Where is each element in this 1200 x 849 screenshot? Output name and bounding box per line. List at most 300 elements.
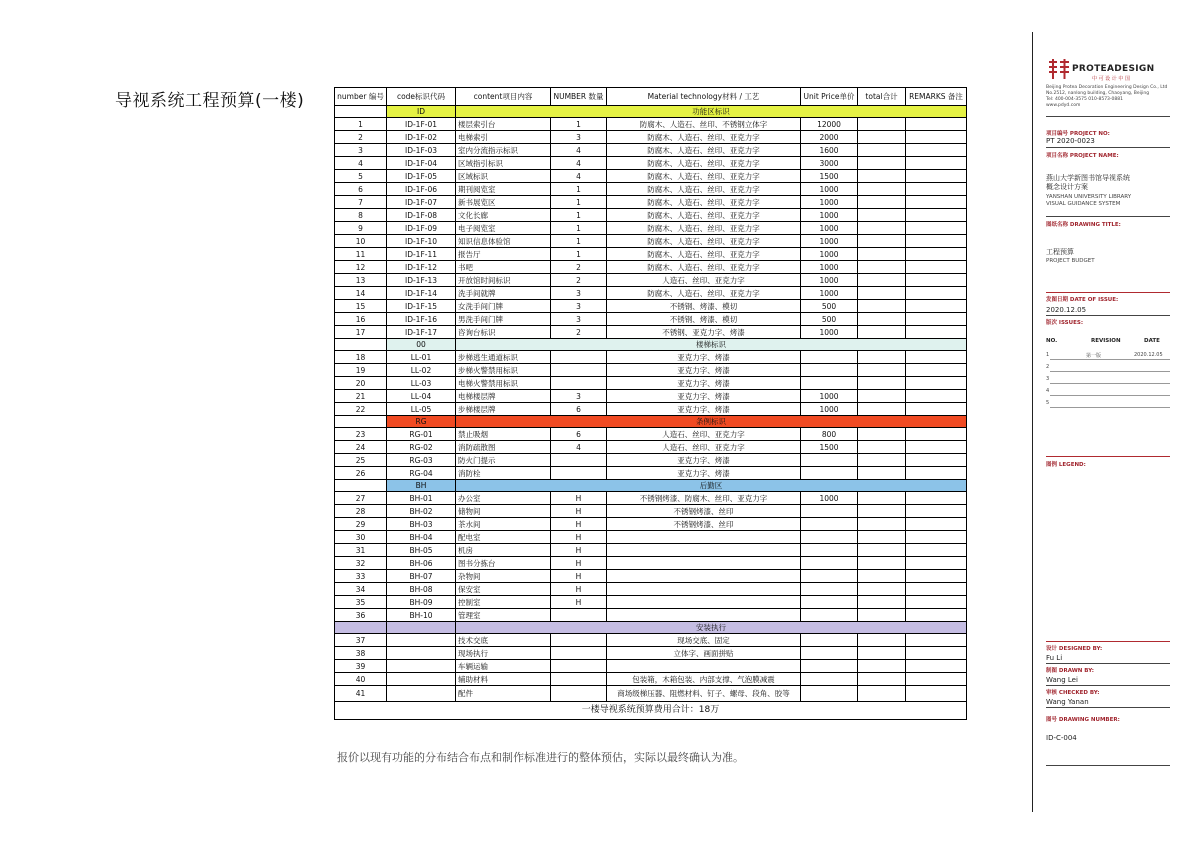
issues-col-date: DATE xyxy=(1144,338,1160,344)
header-content: content项目内容 xyxy=(456,88,551,106)
cell-material xyxy=(607,596,801,609)
cell-unit-price xyxy=(801,596,858,609)
cell-total xyxy=(858,326,906,339)
cell-quantity xyxy=(551,673,607,686)
cell-total xyxy=(858,557,906,570)
cell-code xyxy=(387,634,456,647)
cell-material: 亚克力字、烤漆 xyxy=(607,390,801,403)
project-no: PT 2020-0023 xyxy=(1046,137,1095,145)
cell-quantity: 6 xyxy=(551,403,607,416)
cell-content: 现场执行 xyxy=(456,647,551,660)
cell-code: ID-1F-12 xyxy=(387,261,456,274)
cell-unit-price xyxy=(801,673,858,686)
cell-quantity: H xyxy=(551,557,607,570)
project-name-cn1: 燕山大学新图书馆导视系统 xyxy=(1046,174,1130,182)
table-row xyxy=(335,144,967,157)
budget-table xyxy=(334,87,967,720)
cell-material: 不锈钢烤漆、丝印 xyxy=(607,518,801,531)
cell-total xyxy=(858,313,906,326)
cell-remarks xyxy=(906,222,967,235)
cell-unit-price: 1000 xyxy=(801,235,858,248)
cell-content: 男洗手间门牌 xyxy=(456,313,551,326)
cell-remarks xyxy=(906,518,967,531)
cell-quantity xyxy=(551,609,607,622)
cell-remarks xyxy=(906,441,967,454)
cell-quantity: 6 xyxy=(551,428,607,441)
cell-material: 人造石、丝印、亚克力字 xyxy=(607,428,801,441)
cell-unit-price xyxy=(801,544,858,557)
cell-unit-price: 1500 xyxy=(801,170,858,183)
table-row xyxy=(335,287,967,300)
cell-material: 防腐木、人造石、丝印、亚克力字 xyxy=(607,131,801,144)
cell-quantity xyxy=(551,364,607,377)
cell-remarks xyxy=(906,634,967,647)
cell-unit-price: 1000 xyxy=(801,274,858,287)
cell-content: 辅助材料 xyxy=(456,673,551,686)
cell-code: LL-05 xyxy=(387,403,456,416)
table-row xyxy=(335,403,967,416)
cell-total xyxy=(858,647,906,660)
cell-quantity: 1 xyxy=(551,183,607,196)
cell-number: 2 xyxy=(335,131,387,144)
cell-code: ID-1F-04 xyxy=(387,157,456,170)
cell-unit-price: 1000 xyxy=(801,209,858,222)
cell-unit-price: 2000 xyxy=(801,131,858,144)
cell-unit-price: 1000 xyxy=(801,183,858,196)
cell-unit-price xyxy=(801,557,858,570)
section-code: RG xyxy=(387,416,456,428)
cell-total xyxy=(858,144,906,157)
cell-unit-price: 800 xyxy=(801,428,858,441)
cell-material: 包装箱，木箱包装、内部支撑、气泡膜减震 xyxy=(607,673,801,686)
cell-code xyxy=(387,647,456,660)
cell-unit-price xyxy=(801,570,858,583)
cell-content: 区域标识 xyxy=(456,170,551,183)
cell-code xyxy=(387,686,456,702)
cell-quantity: 1 xyxy=(551,235,607,248)
project-name-en2: VISUAL GUIDANCE SYSTEM xyxy=(1046,201,1121,207)
cell-code: LL-01 xyxy=(387,351,456,364)
issue-date: 2020.12.05 xyxy=(1134,352,1163,358)
table-row xyxy=(335,647,967,660)
cell-unit-price: 1000 xyxy=(801,261,858,274)
table-row xyxy=(335,686,967,702)
cell-material xyxy=(607,660,801,673)
cell-unit-price xyxy=(801,583,858,596)
protea-logo-icon xyxy=(1049,59,1069,79)
cell-number: 41 xyxy=(335,686,387,702)
cell-content: 电梯楼层牌 xyxy=(456,390,551,403)
table-row xyxy=(335,609,967,622)
drawing-no: ID-C-004 xyxy=(1046,734,1077,742)
cell-number: 25 xyxy=(335,454,387,467)
cell-total xyxy=(858,157,906,170)
cell-unit-price xyxy=(801,454,858,467)
checked-by-label: 审核 CHECKED BY: xyxy=(1046,690,1100,696)
cell-number: 9 xyxy=(335,222,387,235)
cell-material: 防腐木、人造石、丝印、亚克力字 xyxy=(607,261,801,274)
cell-unit-price xyxy=(801,364,858,377)
cell-code: ID-1F-11 xyxy=(387,248,456,261)
company-name: Beijing Protea Decoration Engineering Design Co., Ltd xyxy=(1046,85,1168,90)
table-row xyxy=(335,170,967,183)
cell-number: 5 xyxy=(335,170,387,183)
legend-label: 图例 LEGEND: xyxy=(1046,462,1086,468)
cell-unit-price xyxy=(801,518,858,531)
table-row xyxy=(335,518,967,531)
cell-code: BH-07 xyxy=(387,570,456,583)
cell-remarks xyxy=(906,570,967,583)
project-name-en1: YANSHAN UNIVERSITY LIBRARY xyxy=(1046,194,1132,200)
cell-number: 18 xyxy=(335,351,387,364)
cell-quantity: 2 xyxy=(551,274,607,287)
table-row xyxy=(335,222,967,235)
issue-date: 2020.12.05 xyxy=(1046,306,1087,314)
cell-number: 17 xyxy=(335,326,387,339)
cell-content: 知识信息体验馆 xyxy=(456,235,551,248)
cell-code: BH-08 xyxy=(387,583,456,596)
cell-remarks xyxy=(906,326,967,339)
table-row xyxy=(335,377,967,390)
cell-code: ID-1F-13 xyxy=(387,274,456,287)
cell-total xyxy=(858,222,906,235)
cell-content: 技术交底 xyxy=(456,634,551,647)
cell-number: 15 xyxy=(335,300,387,313)
cell-remarks xyxy=(906,144,967,157)
issue-no: 4 xyxy=(1046,388,1050,394)
cell-quantity: 1 xyxy=(551,118,607,131)
cell-material: 防腐木、人造石、丝印、不锈钢立体字 xyxy=(607,118,801,131)
cell-code: ID-1F-17 xyxy=(387,326,456,339)
cell-remarks xyxy=(906,274,967,287)
cell-content: 步梯楼层牌 xyxy=(456,403,551,416)
cell-total xyxy=(858,209,906,222)
cell-number: 27 xyxy=(335,492,387,505)
cell-number: 21 xyxy=(335,390,387,403)
cell-code: BH-10 xyxy=(387,609,456,622)
header-code: code标识代码 xyxy=(387,88,456,106)
cell-material: 防腐木、人造石、丝印、亚克力字 xyxy=(607,222,801,235)
cell-quantity xyxy=(551,377,607,390)
cell-content: 步梯逃生通道标识 xyxy=(456,351,551,364)
header-total: total合计 xyxy=(858,88,906,106)
cell-code: BH-02 xyxy=(387,505,456,518)
cell-total xyxy=(858,300,906,313)
cell-material: 不锈钢烤漆、丝印 xyxy=(607,505,801,518)
total-row xyxy=(335,702,967,720)
cell-quantity: H xyxy=(551,583,607,596)
cell-code: BH-03 xyxy=(387,518,456,531)
cell-number: 32 xyxy=(335,557,387,570)
cell-number: 7 xyxy=(335,196,387,209)
cell-code: ID-1F-03 xyxy=(387,144,456,157)
section-color-cell xyxy=(335,339,387,351)
cell-remarks xyxy=(906,428,967,441)
drawn-by-label: 制图 DRAWN BY: xyxy=(1046,668,1094,674)
cell-material: 亚克力字、烤漆 xyxy=(607,351,801,364)
cell-total xyxy=(858,570,906,583)
cell-total xyxy=(858,351,906,364)
footnote: 报价以现有功能的分布结合布点和制作标准进行的整体预估，实际以最终确认为准。 xyxy=(337,751,744,764)
cell-number: 23 xyxy=(335,428,387,441)
cell-content: 书吧 xyxy=(456,261,551,274)
cell-total xyxy=(858,196,906,209)
section-code: ID xyxy=(387,106,456,118)
cell-unit-price xyxy=(801,505,858,518)
table-row xyxy=(335,364,967,377)
cell-total xyxy=(858,377,906,390)
cell-material xyxy=(607,570,801,583)
cell-total xyxy=(858,170,906,183)
cell-content: 配电室 xyxy=(456,531,551,544)
drawing-title-label: 图纸名称 DRAWING TITLE: xyxy=(1046,222,1121,228)
cell-remarks xyxy=(906,583,967,596)
drawing-title-en: PROJECT BUDGET xyxy=(1046,258,1095,264)
cell-total xyxy=(858,518,906,531)
cell-unit-price: 1000 xyxy=(801,196,858,209)
cell-number: 12 xyxy=(335,261,387,274)
date-label: 发图日期 DATE OF ISSUE: xyxy=(1046,297,1119,303)
cell-remarks xyxy=(906,660,967,673)
cell-code: BH-05 xyxy=(387,544,456,557)
cell-remarks xyxy=(906,118,967,131)
cell-number: 13 xyxy=(335,274,387,287)
table-row xyxy=(335,583,967,596)
cell-remarks xyxy=(906,505,967,518)
cell-quantity xyxy=(551,467,607,480)
section-color-cell xyxy=(335,622,387,634)
cell-quantity: 1 xyxy=(551,248,607,261)
cell-material xyxy=(607,583,801,596)
table-row xyxy=(335,248,967,261)
cell-remarks xyxy=(906,235,967,248)
table-row xyxy=(335,300,967,313)
issue-no: 1 xyxy=(1046,352,1050,358)
designed-by: Fu Li xyxy=(1046,654,1063,662)
cell-remarks xyxy=(906,686,967,702)
section-code: 00 xyxy=(387,339,456,351)
cell-material: 防腐木、人造石、丝印、亚克力字 xyxy=(607,235,801,248)
table-row xyxy=(335,531,967,544)
cell-quantity: 1 xyxy=(551,196,607,209)
cell-unit-price xyxy=(801,634,858,647)
cell-content: 办公室 xyxy=(456,492,551,505)
cell-total xyxy=(858,287,906,300)
cell-quantity: H xyxy=(551,531,607,544)
cell-material: 不锈钢、烤漆、模切 xyxy=(607,313,801,326)
cell-unit-price: 1000 xyxy=(801,326,858,339)
cell-total xyxy=(858,131,906,144)
cell-remarks xyxy=(906,467,967,480)
header-number: number 编号 xyxy=(335,88,387,106)
cell-unit-price: 1000 xyxy=(801,287,858,300)
cell-unit-price: 1500 xyxy=(801,441,858,454)
issue-row-line xyxy=(1050,395,1170,396)
cell-code: RG-02 xyxy=(387,441,456,454)
header-remarks: REMARKS 备注 xyxy=(906,88,967,106)
cell-remarks xyxy=(906,196,967,209)
cell-material: 亚克力字、烤漆 xyxy=(607,377,801,390)
cell-unit-price: 1000 xyxy=(801,248,858,261)
cell-code: ID-1F-10 xyxy=(387,235,456,248)
cell-content: 女洗手间门牌 xyxy=(456,300,551,313)
cell-material xyxy=(607,544,801,557)
cell-content: 杂物间 xyxy=(456,570,551,583)
table-header-row xyxy=(335,88,967,106)
cell-content: 管理室 xyxy=(456,609,551,622)
cell-material xyxy=(607,609,801,622)
cell-content: 机房 xyxy=(456,544,551,557)
cell-quantity: 3 xyxy=(551,390,607,403)
cell-number: 3 xyxy=(335,144,387,157)
cell-total xyxy=(858,673,906,686)
cell-total xyxy=(858,634,906,647)
cell-total xyxy=(858,544,906,557)
cell-total xyxy=(858,183,906,196)
logo-text: PROTEADESIGN xyxy=(1072,64,1155,74)
cell-total xyxy=(858,492,906,505)
cell-quantity: H xyxy=(551,518,607,531)
cell-quantity: 4 xyxy=(551,441,607,454)
cell-number: 33 xyxy=(335,570,387,583)
cell-number: 10 xyxy=(335,235,387,248)
page-title: 导视系统工程预算(一楼) xyxy=(115,91,305,111)
frame-divider xyxy=(1032,32,1033,812)
checked-by: Wang Yanan xyxy=(1046,698,1089,706)
cell-number: 19 xyxy=(335,364,387,377)
project-no-label: 项目编号 PROJECT NO: xyxy=(1046,131,1110,137)
cell-number: 30 xyxy=(335,531,387,544)
issues-col-no: NO. xyxy=(1046,338,1058,344)
cell-material: 不锈钢烤漆、防腐木、丝印、亚克力字 xyxy=(607,492,801,505)
company-web: www.pdyd.com xyxy=(1046,103,1081,108)
cell-quantity: 2 xyxy=(551,326,607,339)
cell-material xyxy=(607,557,801,570)
table-row xyxy=(335,454,967,467)
cell-unit-price: 500 xyxy=(801,313,858,326)
table-row xyxy=(335,261,967,274)
header-unit-price: Unit Price单价 xyxy=(801,88,858,106)
cell-unit-price xyxy=(801,377,858,390)
table-row xyxy=(335,235,967,248)
table-row xyxy=(335,313,967,326)
cell-total xyxy=(858,428,906,441)
cell-quantity: 4 xyxy=(551,144,607,157)
cell-remarks xyxy=(906,209,967,222)
cell-remarks xyxy=(906,261,967,274)
table-row xyxy=(335,183,967,196)
table-row xyxy=(335,634,967,647)
cell-number: 16 xyxy=(335,313,387,326)
table-row xyxy=(335,673,967,686)
cell-code: LL-04 xyxy=(387,390,456,403)
cell-code xyxy=(387,660,456,673)
table-row xyxy=(335,428,967,441)
cell-content: 步梯火警禁用标识 xyxy=(456,364,551,377)
header-quantity: NUMBER 数量 xyxy=(551,88,607,106)
drawing-title-cn: 工程预算 xyxy=(1046,248,1074,256)
cell-quantity: H xyxy=(551,596,607,609)
cell-material: 亚克力字、烤漆 xyxy=(607,467,801,480)
cell-unit-price: 1000 xyxy=(801,390,858,403)
section-label: 后勤区 xyxy=(456,480,967,492)
section-color-cell xyxy=(335,106,387,118)
cell-quantity: H xyxy=(551,544,607,557)
cell-code: ID-1F-15 xyxy=(387,300,456,313)
cell-unit-price: 500 xyxy=(801,300,858,313)
cell-content: 新书展览区 xyxy=(456,196,551,209)
cell-remarks xyxy=(906,377,967,390)
cell-code: ID-1F-05 xyxy=(387,170,456,183)
cell-number: 6 xyxy=(335,183,387,196)
issues-col-revision: REVISION xyxy=(1091,338,1121,344)
cell-code: RG-01 xyxy=(387,428,456,441)
section-label: 条例标识 xyxy=(456,416,967,428)
cell-remarks xyxy=(906,492,967,505)
cell-total xyxy=(858,261,906,274)
cell-remarks xyxy=(906,647,967,660)
cell-content: 开放馆时间标识 xyxy=(456,274,551,287)
table-row xyxy=(335,390,967,403)
cell-quantity: 1 xyxy=(551,222,607,235)
cell-material: 不锈钢、烤漆、模切 xyxy=(607,300,801,313)
cell-code: ID-1F-01 xyxy=(387,118,456,131)
cell-quantity: 3 xyxy=(551,300,607,313)
drawing-no-label: 图号 DRAWING NUMBER: xyxy=(1046,717,1120,723)
cell-total xyxy=(858,118,906,131)
cell-unit-price xyxy=(801,351,858,364)
cell-number: 22 xyxy=(335,403,387,416)
cell-number: 29 xyxy=(335,518,387,531)
issue-no: 2 xyxy=(1046,364,1050,370)
cell-unit-price: 12000 xyxy=(801,118,858,131)
table-body xyxy=(335,106,967,720)
issue-no: 5 xyxy=(1046,400,1050,406)
cell-total xyxy=(858,609,906,622)
company-tel: Tel: 400-004-3575 010-8573-0881 xyxy=(1046,97,1123,102)
cell-number: 35 xyxy=(335,596,387,609)
cell-total xyxy=(858,390,906,403)
section-label: 安装执行 xyxy=(456,622,967,634)
cell-remarks xyxy=(906,673,967,686)
cell-unit-price: 3000 xyxy=(801,157,858,170)
cell-quantity xyxy=(551,686,607,702)
cell-quantity: 2 xyxy=(551,261,607,274)
cell-number: 20 xyxy=(335,377,387,390)
cell-unit-price: 1600 xyxy=(801,144,858,157)
cell-content: 洗手间就牌 xyxy=(456,287,551,300)
cell-remarks xyxy=(906,403,967,416)
cell-code: BH-06 xyxy=(387,557,456,570)
cell-remarks xyxy=(906,300,967,313)
cell-remarks xyxy=(906,454,967,467)
cell-unit-price xyxy=(801,647,858,660)
cell-number: 38 xyxy=(335,647,387,660)
cell-remarks xyxy=(906,596,967,609)
issue-row-line xyxy=(1050,359,1170,360)
cell-quantity xyxy=(551,351,607,364)
section-row xyxy=(335,480,967,492)
cell-total xyxy=(858,531,906,544)
cell-remarks xyxy=(906,183,967,196)
cell-quantity xyxy=(551,660,607,673)
cell-number: 40 xyxy=(335,673,387,686)
drawn-by: Wang Lei xyxy=(1046,676,1078,684)
cell-unit-price: 1000 xyxy=(801,403,858,416)
cell-material: 不锈钢、亚克力字、烤漆 xyxy=(607,326,801,339)
cell-code: ID-1F-07 xyxy=(387,196,456,209)
table-row xyxy=(335,570,967,583)
